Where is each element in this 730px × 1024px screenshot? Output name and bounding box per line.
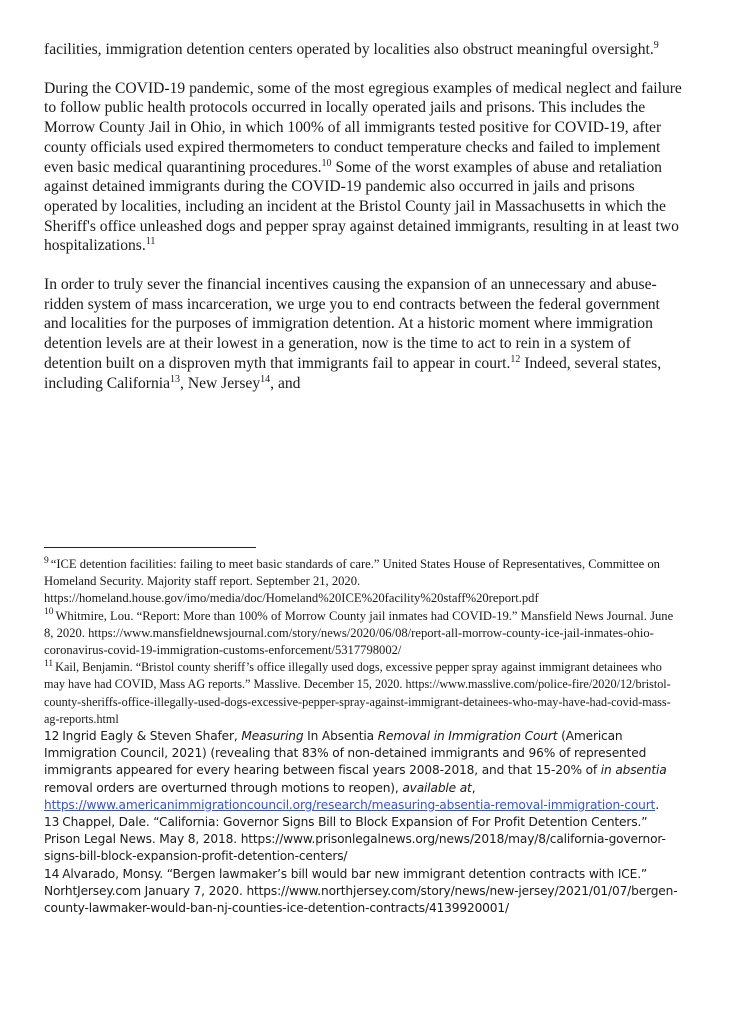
footnote-divider: [44, 547, 256, 548]
body-text: [44, 40, 684, 412]
footnote-9: $^9$ “ICE detention facilities: failing to meet basic standards of care.” United States House of Representatives, Committee on Homeland Security. Majority staff report. September 21, 2020. https://homeland.house.gov/imo/media/doc/Homeland%20ICE%20facility%20staff%20report.pdf: [44, 555, 660, 606]
footnote-10: $^{10}$ Whitmire, Lou. “Report: More than 100% of Morrow County jail inmates had COVID-19.” Mansfield News Journal. June 8, 2020. https://www.mansfieldnewsjournal.com/story/news/2020/06/08/report-all-morrow-county-ice-jail-inmates-ohio-coronavirus-covid-19-immigration-customs-enforcement/5317798002/: [44, 607, 674, 658]
footnote-ref-12[interactable]: 12: [510, 353, 521, 365]
footnote-13: 13 Chappel, Dale. “California: Governor Signs Bill to Block Expansion of For Profit Detention Centers.” Prison Legal News. May 8, 2018. https://www.prisonlegalnews.org/news/2018/may/8/california-governor-signs-bill-block-expansion-profit-detention-centers/: [44, 815, 666, 864]
footnotes: [44, 556, 684, 917]
footnote-ref-11[interactable]: 11: [145, 236, 156, 248]
paragraph-covid: During the COVID-19 pandemic, some of the most egregious examples of medical neglect and failure to follow public health protocols occurred in locally operated jails and prisons. This includes the Morrow County Jail in Ohio, in which 100% of all immigrants tested positive for COVID-19, after county officials used expired thermometers to conduct temperature checks and failed to implement even basic medical quarantining procedures.$^{10}$ Some of the worst examples of abuse and retaliation against detained immigrants during the COVID-19 pandemic also occurred in jails and prisons operated by localities, including an incident at the Bristol County jail in Massachusetts in which the Sheriff's office unleashed dogs and pepper spray against detained immigrants, resulting in at least two hospitalizations.$^{11}$: [44, 79, 682, 255]
footnote-ref-10[interactable]: 10: [321, 157, 332, 169]
footnote-12-link[interactable]: https://www.americanimmigrationcouncil.org/research/measuring-absentia-removal-immigration-court: [44, 797, 656, 812]
paragraph-oversight: facilities, immigration detention centers operated by localities also obstruct meaningful oversight.$^9$: [44, 39, 659, 58]
footnote-ref-13[interactable]: 13: [170, 373, 181, 385]
footnote-ref-9[interactable]: 9: [653, 39, 659, 51]
footnote-12: 12 Ingrid Eagly & Steven Shafer, Measuring In Absentia Removal in Immigration Court (American Immigration Council, 2021) (revealing that 83% of non-detained immigrants and 96% of represented immigrants appeared for every hearing between fiscal years 2008-2018, and that 15-20% of in absentia removal orders are overturned through motions to reopen), available at, https://www.americanimmigrationcouncil.org/research/measuring-absentia-removal-immigration-court.: [44, 729, 667, 812]
paragraph-contracts: In order to truly sever the financial incentives causing the expansion of an unnecessary and abuse-ridden system of mass incarceration, we urge you to end contracts between the federal government and localities for the purposes of immigration detention. At a historic moment where immigration detention levels are at their lowest in a generation, now is the time to act to rein in a system of detention built on a disproven myth that immigrants fail to appear in court.$^{12}$ Indeed, several states, including California$^{13}$, New Jersey$^{14}$, and: [44, 276, 662, 392]
footnote-ref-14[interactable]: 14: [260, 373, 271, 385]
footnote-11: $^{11}$ Kail, Benjamin. “Bristol county sheriff’s office illegally used dogs, excessive pepper spray against immigrant detainees who may have had COVID, Mass AG reports.” Masslive. December 15, 2020. https://www.masslive.com/police-fire/2020/12/bristol-county-sheriffs-office-illegally-used-dogs-excessive-pepper-spray-against-immigrant-detainees-who-may-have-had-covid-mass-ag-reports.html: [44, 659, 671, 726]
footnote-14: 14 Alvarado, Monsy. “Bergen lawmaker’s bill would bar new immigrant detention contracts with ICE.” NorhtJersey.com January 7, 2020. https://www.northjersey.com/story/news/new-jersey/2021/01/07/bergen-county-lawmaker-would-ban-nj-counties-ice-detention-contracts/4139920001/: [44, 866, 678, 916]
